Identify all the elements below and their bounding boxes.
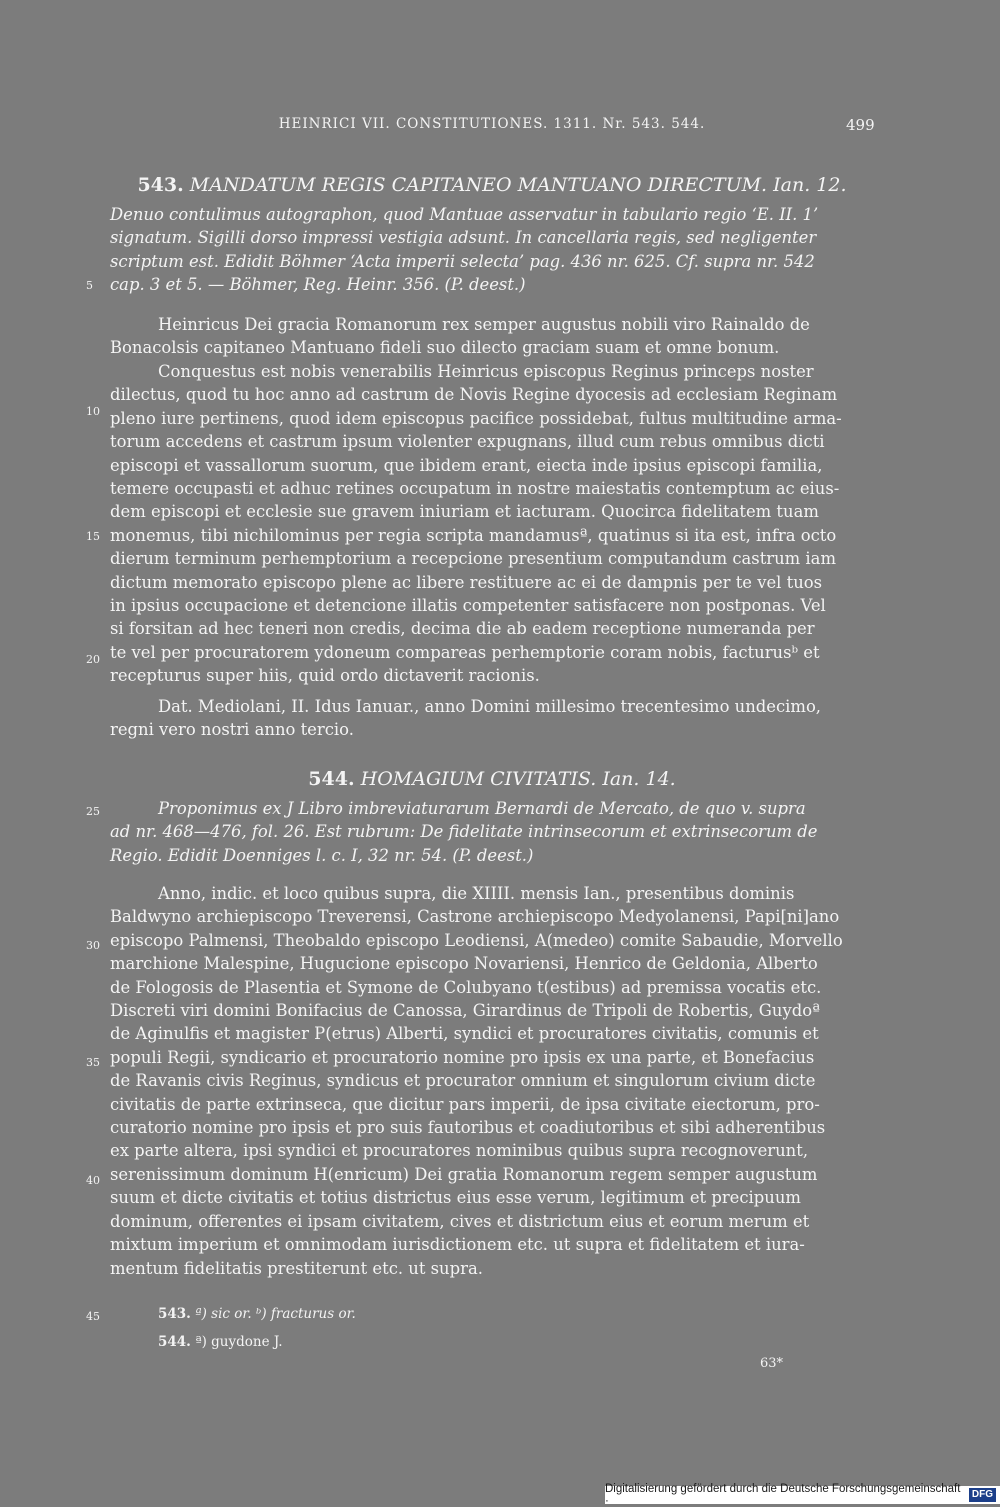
line-number: 15 (86, 530, 100, 543)
doc-title: MANDATUM REGIS CAPITANEO MANTUANO DIRECTUM. (189, 174, 768, 196)
footnote-text: ª) sic or. ᵇ) fracturus or. (195, 1306, 356, 1322)
text-line: in ipsius occupacione et detencione illatis competenter satisfacere non postponas. Vel (110, 596, 826, 616)
body-544-p1 (110, 882, 874, 1280)
dfg-funding-banner[interactable] (605, 1483, 1000, 1507)
text-line: episcopo Palmensi, Theobaldo episcopo Leodiensi, A(medeo) comite Sabaudie, Morvello (110, 930, 843, 950)
text-line: de Fologosis de Plasentia et Symone de Colubyano t(estibus) ad premissa vocatis etc. (110, 977, 822, 997)
doc-number: 544. (308, 768, 355, 790)
line-number: 45 (86, 1310, 100, 1323)
text-line: de Aginulfis et magister P(etrus) Alberti, syndici et procuratores civitatis, comunis et (110, 1024, 819, 1044)
section-title-543 (110, 174, 874, 196)
footnote-544 (158, 1334, 283, 1350)
doc-date: Ian. 12. (773, 174, 847, 196)
text-line: serenissimum dominum H(enricum) Dei gratia Romanorum regem semper augustum (110, 1164, 818, 1184)
footnote-number: 543. (158, 1306, 191, 1322)
body-543-p2 (110, 360, 874, 688)
line-number: 30 (86, 939, 100, 952)
intro-line: signatum. Sigilli dorso impressi vestigia adsunt. In cancellaria regis, sed negligenter (110, 228, 817, 248)
text-line: te vel per procuratorem ydoneum compareas perhemptorie coram nobis, facturusᵇ et (110, 642, 820, 662)
text-line: temere occupasti et adhuc retines occupatum in nostre maiestatis contemptum ac eius- (110, 479, 840, 499)
text-line: ex parte altera, ipsi syndici et procuratores nominibus quibus supra recognoverunt, (110, 1141, 809, 1161)
text-line: marchione Malespine, Hugucione episcopo Novariensi, Henrico de Geldonia, Alberto (110, 954, 818, 974)
text-line: Anno, indic. et loco quibus supra, die XIIII. mensis Ian., presentibus dominis (158, 884, 795, 903)
text-line: torum accedens et castrum ipsum violenter expugnans, illud cum rebus omnibus dicti (110, 432, 825, 452)
body-543-p3 (110, 695, 874, 742)
intro-line: ad nr. 468—476, fol. 26. Est rubrum: De fidelitate intrinsecorum et extrinsecorum de (110, 822, 818, 842)
line-number: 10 (86, 405, 100, 418)
intro-line: Proponimus ex J Libro imbreviaturarum Bernardi de Mercato, de quo v. supra (158, 799, 806, 818)
text-line: dem episcopi et ecclesie sue gravem iniuriam et iacturam. Quocirca fidelitatem tuam (110, 502, 819, 522)
text-line: Baldwyno archiepiscopo Treverensi, Castrone archiepiscopo Medyolanensi, Papi[ni]ano (110, 907, 840, 927)
text-line: regni vero nostri anno tercio. (110, 720, 354, 740)
intro-line: Denuo contulimus autographon, quod Mantuae asservatur in tabulario regio ‘E. II. 1’ (110, 205, 819, 224)
text-line: dominum, offerentes ei ipsam civitatem, cives et districtum eius et eorum merum et (110, 1211, 810, 1231)
text-line: mentum fidelitatis prestiterunt etc. ut supra. (110, 1258, 483, 1278)
section-title-544 (110, 768, 874, 790)
text-line: episcopi et vassallorum suorum, que ibidem erant, eiecta inde ipsius episcopi familia, (110, 455, 823, 475)
banner-text: Digitalisierung gefördert durch die Deutsche Forschungsgemeinschaft · (605, 1483, 961, 1507)
line-number: 20 (86, 653, 100, 666)
text-line: suum et dicte civitatis et totius districtus eius esse verum, legitimum et precipuum (110, 1188, 801, 1208)
doc-title: HOMAGIUM CIVITATIS. (360, 768, 597, 790)
intro-line: cap. 3 et 5. — Böhmer, Reg. Heinr. 356. (P. deest.) (110, 275, 526, 295)
intro-543 (110, 203, 874, 297)
intro-544 (110, 797, 874, 867)
line-number: 25 (86, 805, 100, 818)
text-line: Discreti viri domini Bonifacius de Canossa, Girardinus de Tripoli de Robertis, Guydoª (110, 1001, 820, 1021)
text-line: Bonacolsis capitaneo Mantuano fideli suo dilecto graciam suam et omne bonum. (110, 338, 780, 358)
footnote-number: 544. (158, 1334, 191, 1350)
text-line: civitatis de parte extrinseca, que dicitur pars imperii, de ipsa civitate eiectorum, pro- (110, 1094, 820, 1114)
dfg-logo: DFG (969, 1488, 996, 1502)
text-line: monemus, tibi nichilominus per regia scripta mandamusª, quatinus si ita est, infra octo (110, 525, 837, 545)
text-line: mixtum imperium et omnimodam iurisdictionem etc. ut supra et fidelitatem et iura- (110, 1235, 805, 1255)
text-line: curatorio nomine pro ipsis et pro suis fautoribus et coadiutoribus et sibi adherentibus (110, 1118, 826, 1138)
running-head: HEINRICI VII. CONSTITUTIONES. 1311. Nr. 543. 544. (278, 116, 706, 132)
text-line: dictum memorato episcopo plene ac libere restituere ac ei de dampnis per te vel tuos (110, 572, 823, 592)
sheet-signature: 63* (760, 1356, 784, 1371)
doc-number: 543. (137, 174, 184, 196)
text-line: dilectus, quod tu hoc anno ad castrum de Novis Regine dyocesis ad ecclesiam Reginam (110, 385, 838, 405)
line-number: 35 (86, 1056, 100, 1069)
text-line: recepturus super hiis, quid ordo dictaverit racionis. (110, 666, 540, 686)
footnote-543 (158, 1306, 356, 1322)
text-line: Dat. Mediolani, II. Idus Ianuar., anno Domini millesimo trecentesimo undecimo, (158, 697, 822, 716)
doc-date: Ian. 14. (602, 768, 676, 790)
body-543-p1 (110, 313, 874, 360)
text-line: Conquestus est nobis venerabilis Heinricus episcopus Reginus princeps noster (158, 362, 814, 381)
line-number: 5 (86, 279, 93, 292)
text-line: Heinricus Dei gracia Romanorum rex semper augustus nobili viro Rainaldo de (158, 315, 810, 334)
text-line: pleno iure pertinens, quod idem episcopus pacifice possidebat, fultus multitudine arma- (110, 408, 842, 428)
text-line: de Ravanis civis Reginus, syndicus et procurator omnium et singulorum civium dicte (110, 1071, 816, 1091)
text-line: si forsitan ad hec teneri non credis, decima die ab eadem receptione numeranda per (110, 619, 815, 639)
intro-line: scriptum est. Edidit Böhmer ‘Acta imperii selecta’ pag. 436 nr. 625. Cf. supra nr. 542 (110, 251, 815, 271)
text-line: populi Regii, syndicario et procuratorio nomine pro ipsis ex una parte, et Bonefacius (110, 1047, 815, 1067)
line-number: 40 (86, 1174, 100, 1187)
intro-line: Regio. Edidit Doenniges l. c. I, 32 nr. 54. (P. deest.) (110, 845, 534, 865)
footnote-text: ª) guydone J. (195, 1334, 283, 1350)
text-line: dierum terminum perhemptorium a recepcione presentium computandum castrum iam (110, 549, 836, 569)
page-number: 499 (846, 116, 875, 134)
